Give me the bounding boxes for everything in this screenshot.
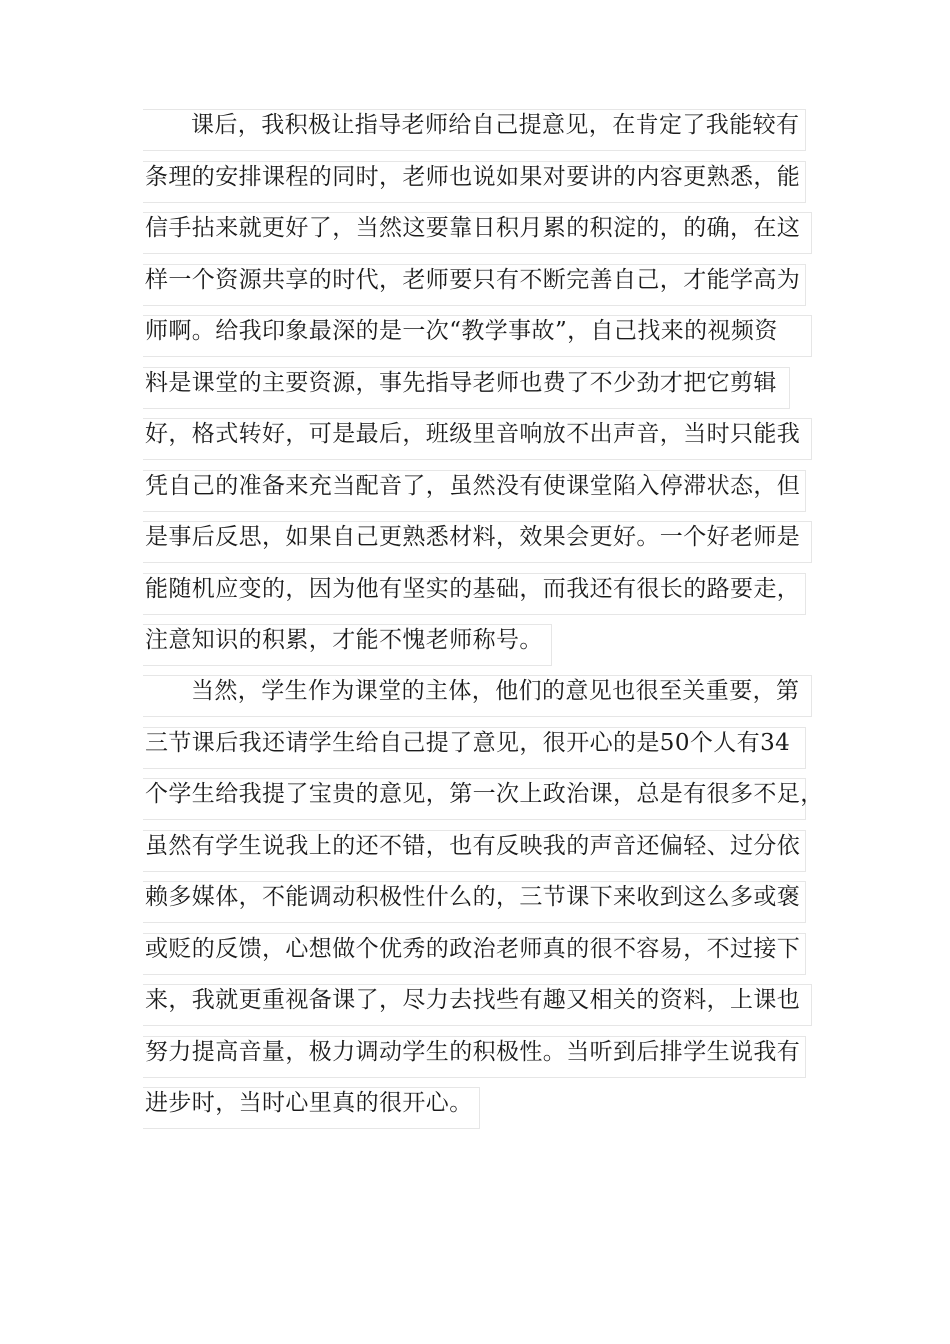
text-line	[143, 1078, 823, 1130]
text-line	[143, 409, 823, 461]
line-text: 信手拈来就更好了，当然这要靠日积月累的积淀的，的确，在这	[145, 215, 801, 241]
text-line	[143, 769, 823, 821]
text-line	[143, 872, 823, 924]
text-line	[143, 821, 823, 873]
text-line	[143, 461, 823, 513]
text-line	[143, 666, 823, 718]
line-text: 或贬的反馈，心想做个优秀的政治老师真的很不容易，不过接下	[145, 935, 801, 962]
text-line	[143, 1027, 823, 1079]
text-line	[143, 512, 823, 564]
line-text: 来，我就更重视备课了，尽力去找些有趣又相关的资料，上课也	[145, 987, 801, 1013]
text-line	[143, 564, 823, 616]
line-text: 当然，学生作为课堂的主体，他们的意见也很至关重要，第	[191, 678, 800, 704]
line-text: 课后，我积极让指导老师给自己提意见，在肯定了我能较有	[191, 112, 800, 138]
text-line	[143, 718, 823, 770]
line-text: 好，格式转好，可是最后，班级里音响放不出声音，当时只能我	[145, 421, 801, 447]
line-text: 师啊。给我印象最深的是一次“教学事故”，自己找来的视频资	[145, 318, 778, 344]
line-text: 努力提高音量，极力调动学生的积极性。当听到后排学生说我有	[145, 1038, 801, 1065]
line-text: 进步时，当时心里真的很开心。	[145, 1090, 473, 1116]
line-text: 是事后反思，如果自己更熟悉材料，效果会更好。一个好老师是	[145, 524, 801, 550]
line-text: 凭自己的准备来充当配音了，虽然没有使课堂陷入停滞状态，但	[145, 472, 801, 499]
text-line	[143, 100, 823, 152]
line-text: 三节课后我还请学生给自己提了意见，很开心的是50个人有34	[145, 729, 791, 756]
line-text: 样一个资源共享的时代，老师要只有不断完善自己，才能学高为	[145, 266, 801, 293]
line-text: 个学生给我提了宝贵的意见，第一次上政治课，总是有很多不足，	[145, 781, 824, 807]
paragraph-2	[143, 666, 823, 1130]
line-text: 能随机应变的，因为他有坚实的基础，而我还有很长的路要走，	[145, 575, 801, 602]
text-line	[143, 152, 823, 204]
text-line	[143, 255, 823, 307]
text-line	[143, 306, 823, 358]
text-line	[143, 615, 823, 667]
line-text: 赖多媒体，不能调动积极性什么的，三节课下来收到这么多或褒	[145, 884, 801, 910]
line-text: 料是课堂的主要资源，事先指导老师也费了不少劲才把它剪辑	[145, 369, 777, 396]
text-line	[143, 975, 823, 1027]
paragraph-1	[143, 100, 823, 667]
line-text: 注意知识的积累，才能不愧老师称号。	[145, 627, 543, 653]
text-line	[143, 924, 823, 976]
text-line	[143, 203, 823, 255]
text-line	[143, 358, 823, 410]
line-text: 虽然有学生说我上的还不错，也有反映我的声音还偏轻、过分依	[145, 832, 801, 859]
line-text: 条理的安排课程的同时，老师也说如果对要讲的内容更熟悉，能	[145, 163, 801, 190]
